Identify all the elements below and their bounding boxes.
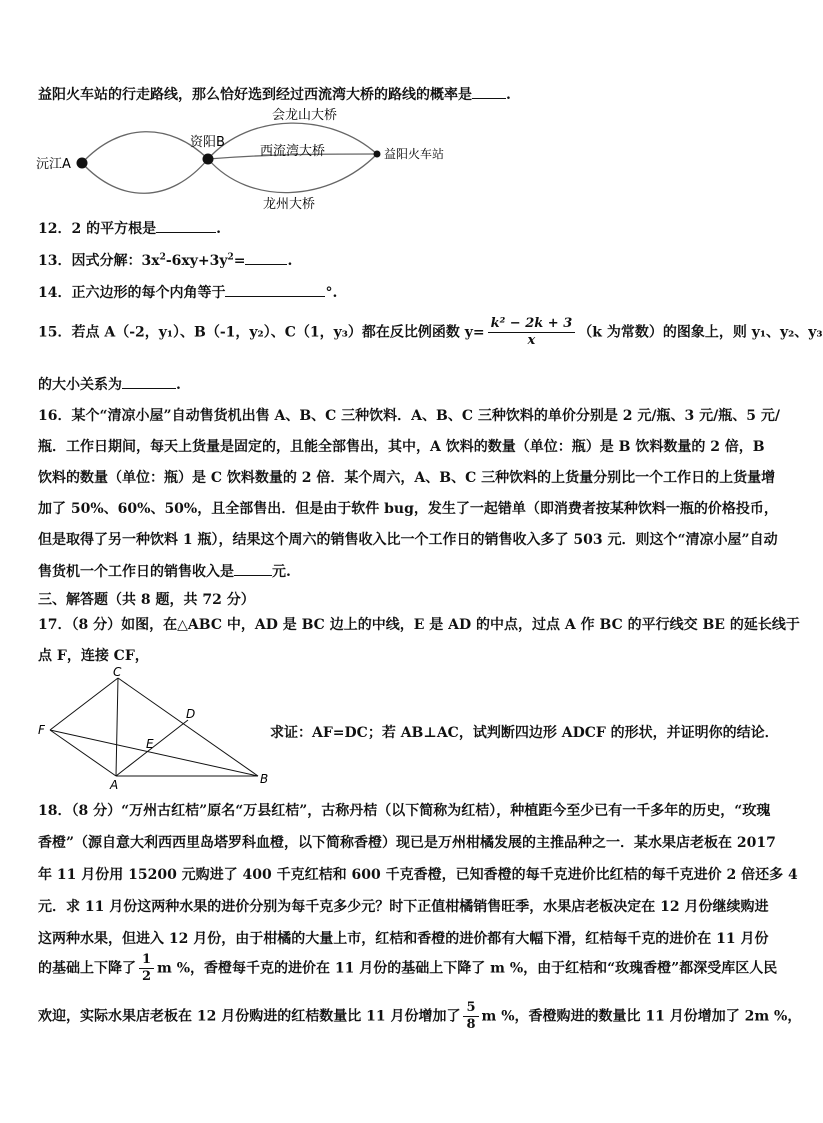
- segment-fb: [50, 730, 258, 776]
- label-bridge-top: 会龙山大桥: [272, 108, 338, 123]
- label-a: A: [110, 778, 119, 792]
- section-title: 三、解答题（共 8 题，共 72 分）: [38, 592, 255, 608]
- q18-line5: 这两种水果，但进入 12 月份，由于柑橘的大量上市，红桔和香橙的进价都有大幅下滑，红桔每千克的进价在 11 月份: [38, 931, 769, 947]
- q18-line6: 的基础上下降了 $\frac{1}{2}$ m %，香橙每千克的进价在 11 月份的基础上下降了 m %，由于红桔和“玫瑰香橙”都深受库区人民: [38, 952, 778, 984]
- route-b-station-bottom: [208, 154, 377, 193]
- q15-answer-blank[interactable]: [122, 374, 176, 389]
- q13-answer-blank[interactable]: [245, 250, 287, 265]
- segment-fc: [50, 678, 118, 730]
- label-f: F: [38, 723, 45, 737]
- q12-answer-blank[interactable]: [156, 218, 216, 233]
- label-d: D: [186, 707, 196, 721]
- point-b: [203, 154, 214, 165]
- q18-line3: 年 11 月份用 15200 元购进了 400 千克红桔和 600 千克香橙，已知香橙的每千克进价比红桔的每千克进价 2 倍还多 4: [38, 867, 798, 883]
- q15-line2: 的大小关系为 .: [38, 374, 181, 394]
- route-a-b-lower: [82, 159, 208, 193]
- q16-answer-blank[interactable]: [234, 561, 272, 576]
- triangle-diagram: [30, 665, 270, 793]
- label-b: B: [260, 772, 269, 786]
- q18-line4: 元．求 11 月份这两种水果的进价分别为每千克多少元？时下正值柑橘销售旺季，水果店老板决定在 12 月份继续购进: [38, 899, 769, 915]
- q18-line7: 欢迎，实际水果店老板在 12 月份购进的红桔数量比 11 月份增加了 $\frac{5}{8}$ m %，香橙购进的数量比 11 月份增加了 2m %，: [38, 1000, 802, 1032]
- label-c: C: [113, 665, 122, 679]
- q14-line: 14．正六边形的每个内角等于 °.: [38, 282, 337, 302]
- q15-fraction: $\frac{\text{k² − 2k + 3}}{x}$: [488, 316, 576, 349]
- point-a: [77, 158, 88, 169]
- q16-line6: 售货机一个工作日的销售收入是 元.: [38, 561, 291, 581]
- q11-text: 益阳火车站的行走路线，那么恰好选到经过西流湾大桥的路线的概率是: [38, 87, 472, 103]
- q15-line: 15．若点 A（-2，y₁）、B（-1，y₂）、C（1，y₃）都在反比例函数 y= $\frac{\text{k² − 2k + 3}}{x}$ （k 为常数）的图象上，则 y₁、y₂、y₃: [38, 316, 823, 348]
- q16-line4: 加了 50%、60%、50%，且全部售出．但是由于软件 bug，发生了一起错单（即消费者按某种饮料一瓶的价格投币，: [38, 501, 778, 517]
- q16-line2: 瓶．工作日期间，每天上货量是固定的，且能全部售出，其中，A 饮料的数量（单位：瓶）是 B 饮料数量的 2 倍，B: [38, 439, 765, 455]
- q11-answer-blank[interactable]: [472, 84, 506, 99]
- q11-text-line: 益阳火车站的行走路线，那么恰好选到经过西流湾大桥的路线的概率是 .: [38, 84, 511, 104]
- q18-fraction-five-eighths: $\frac{5}{8}$: [463, 1000, 478, 1033]
- route-diagram: [0, 102, 794, 212]
- q16-line1: 16．某个“清凉小屋”自动售货机出售 A、B、C 三种饮料．A、B、C 三种饮料的单价分别是 2 元/瓶、3 元/瓶、5 元/: [38, 408, 780, 424]
- q13-line: 13．因式分解：$3x^2-6xy+3y^2=$ .: [38, 250, 292, 270]
- segment-ca: [116, 678, 118, 776]
- label-e: E: [146, 737, 154, 751]
- q16-line5: 但是取得了另一种饮料 1 瓶），结果这个周六的销售收入比一个工作日的销售收入多了 503 元．则这个“清凉小屋”自动: [38, 532, 778, 548]
- q14-answer-blank[interactable]: [225, 282, 325, 297]
- q18-fraction-half: $\frac{1}{2}$: [139, 952, 154, 985]
- point-station: [374, 151, 381, 158]
- q18-line2: 香橙”（源自意大利西西里岛塔罗科血橙，以下简称香橙）现已是万州柑橘发展的主推品种之一．某水果店老板在 2017: [38, 835, 776, 851]
- q17-right-text: 求证：AF=DC；若 AB⊥AC，试判断四边形 ADCF 的形状，并证明你的结论．: [270, 725, 779, 741]
- q18-line1: 18．（8 分）“万州古红桔”原名“万县红桔”，古称丹桔（以下简称为红桔），种植距今至少已有一千多年的历史，“玫瑰: [38, 803, 771, 819]
- label-a: 沅江A: [36, 157, 71, 172]
- label-bridge-bottom: 龙州大桥: [263, 197, 316, 212]
- q16-line3: 饮料的数量（单位：瓶）是 C 饮料数量的 2 倍．某个周六，A、B、C 三种饮料的上货量分别比一个工作日的上货量增: [38, 470, 776, 486]
- label-bridge-mid: 西流湾大桥: [260, 144, 326, 159]
- q12-line: 12．2 的平方根是 .: [38, 218, 221, 238]
- segment-cb: [118, 678, 258, 776]
- label-b: 资阳B: [190, 135, 225, 150]
- q17-line2: 点 F，连接 CF，: [38, 648, 149, 664]
- q17-line1: 17．（8 分）如图，在△ABC 中，AD 是 BC 边上的中线，E 是 AD 的中点，过点 A 作 BC 的平行线交 BE 的延长线于: [38, 617, 800, 633]
- label-station: 益阳火车站: [384, 147, 445, 161]
